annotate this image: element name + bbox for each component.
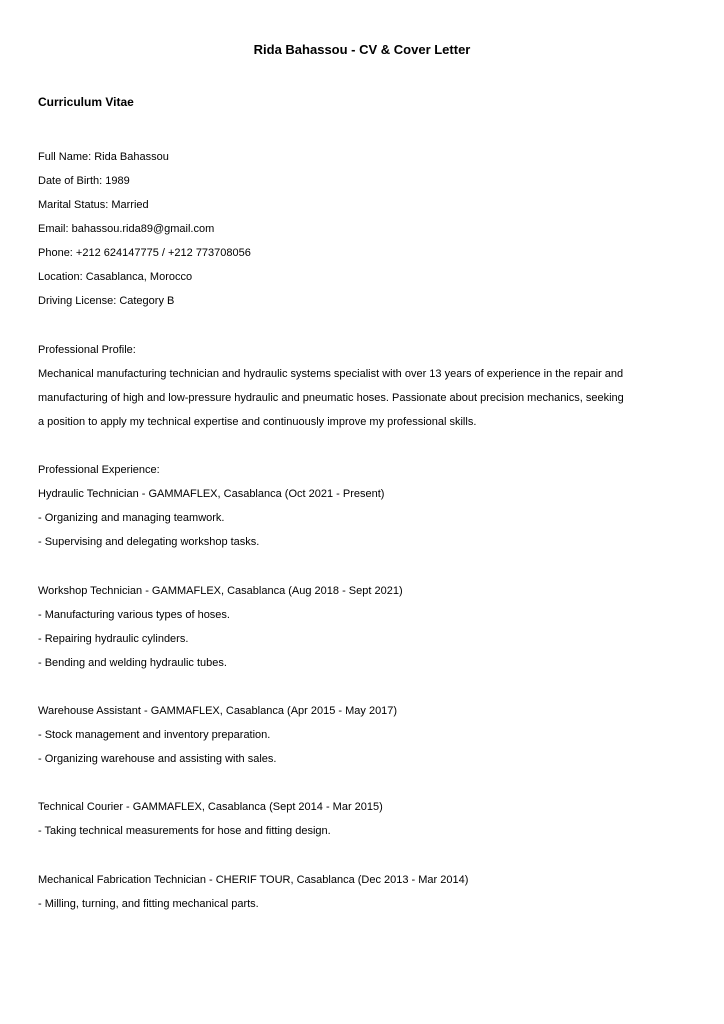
driving-license-line: Driving License: Category B bbox=[38, 295, 175, 307]
profile-text-line: Mechanical manufacturing technician and hydraulic systems specialist with over 13 years of experience in the repair and bbox=[38, 368, 624, 380]
job-task: - Bending and welding hydraulic tubes. bbox=[38, 657, 227, 669]
location-line: Location: Casablanca, Morocco bbox=[38, 271, 193, 283]
email-line: Email: bahassou.rida89@gmail.com bbox=[38, 223, 215, 235]
date-of-birth-line: Date of Birth: 1989 bbox=[38, 175, 130, 187]
job-title: Hydraulic Technician - GAMMAFLEX, Casablanca (Oct 2021 - Present) bbox=[38, 488, 385, 500]
job-task: - Taking technical measurements for hose and fitting design. bbox=[38, 825, 331, 837]
job-title: Mechanical Fabrication Technician - CHERIF TOUR, Casablanca (Dec 2013 - Mar 2014) bbox=[38, 874, 469, 886]
profile-text-line: manufacturing of high and low-pressure hydraulic and pneumatic hoses. Passionate about precision mechanics, seeking bbox=[38, 392, 624, 404]
document-title: Rida Bahassou - CV & Cover Letter bbox=[253, 42, 471, 57]
job-title: Workshop Technician - GAMMAFLEX, Casablanca (Aug 2018 - Sept 2021) bbox=[38, 585, 403, 597]
profile-heading: Professional Profile: bbox=[38, 344, 136, 356]
job-task: - Milling, turning, and fitting mechanical parts. bbox=[38, 898, 259, 910]
job-title: Warehouse Assistant - GAMMAFLEX, Casablanca (Apr 2015 - May 2017) bbox=[38, 705, 398, 717]
marital-status-line: Marital Status: Married bbox=[38, 199, 149, 211]
experience-heading: Professional Experience: bbox=[38, 464, 160, 476]
job-task: - Supervising and delegating workshop tasks. bbox=[38, 536, 260, 548]
job-task: - Stock management and inventory preparation. bbox=[38, 729, 271, 741]
job-task: - Organizing warehouse and assisting with sales. bbox=[38, 753, 277, 765]
section-title-curriculum-vitae: Curriculum Vitae bbox=[38, 95, 134, 109]
phone-line: Phone: +212 624147775 / +212 773708056 bbox=[38, 247, 251, 259]
profile-text-line: a position to apply my technical expertise and continuously improve my professional skills. bbox=[38, 416, 477, 428]
job-title: Technical Courier - GAMMAFLEX, Casablanca (Sept 2014 - Mar 2015) bbox=[38, 801, 383, 813]
job-task: - Manufacturing various types of hoses. bbox=[38, 609, 230, 621]
job-task: - Repairing hydraulic cylinders. bbox=[38, 633, 189, 645]
job-task: - Organizing and managing teamwork. bbox=[38, 512, 225, 524]
full-name-line: Full Name: Rida Bahassou bbox=[38, 151, 169, 163]
